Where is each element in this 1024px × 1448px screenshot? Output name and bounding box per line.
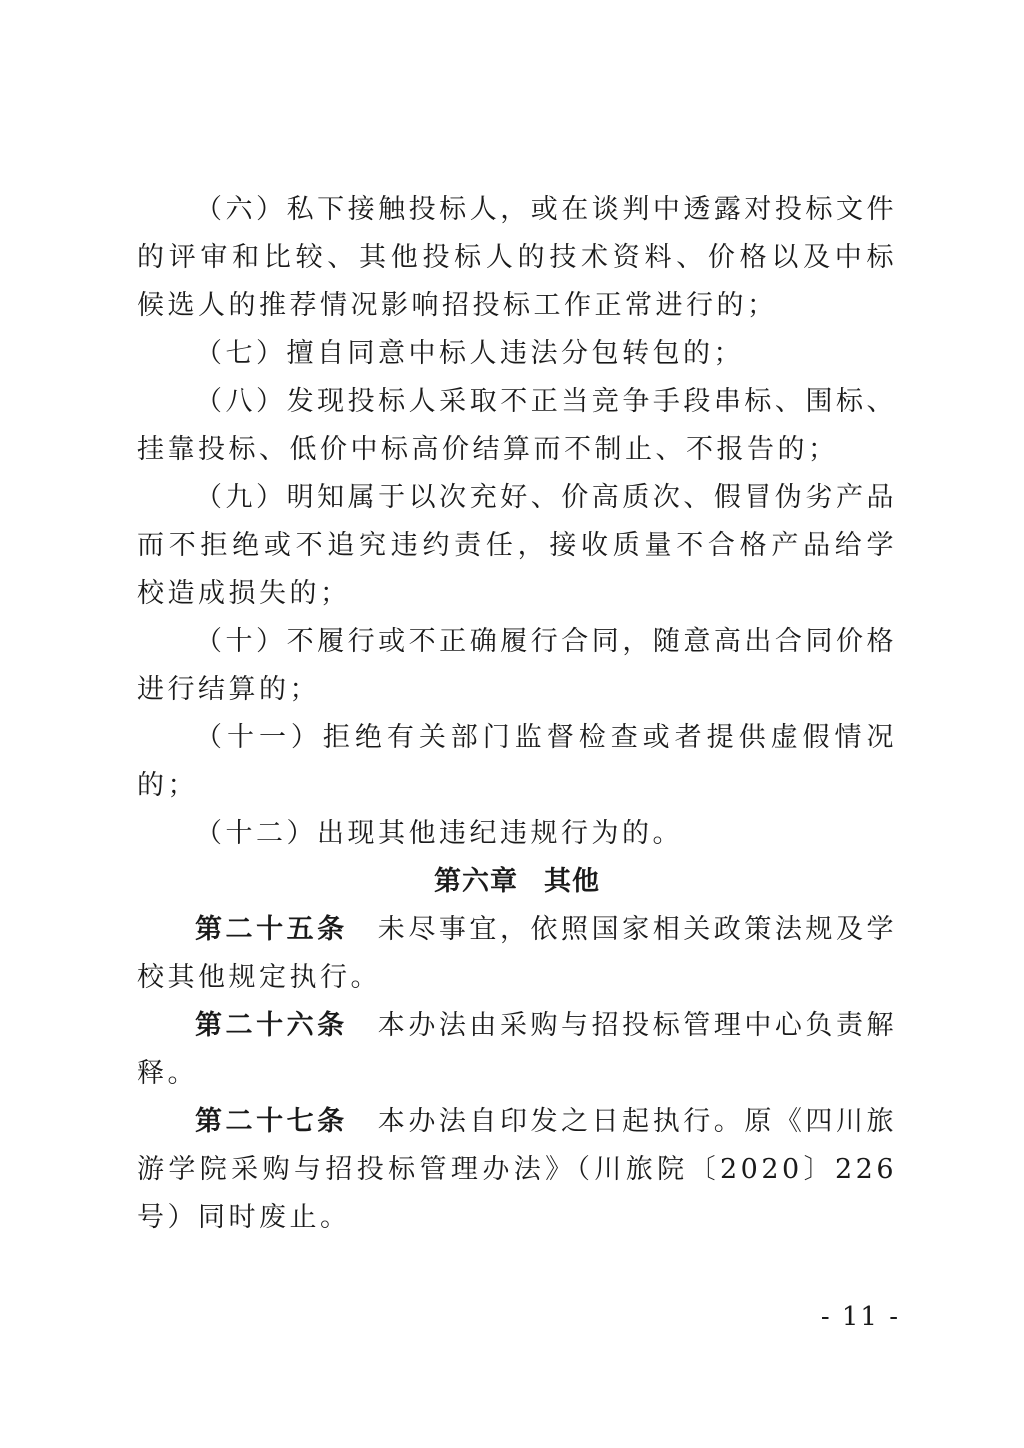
- page-number: - 11 -: [820, 1302, 900, 1332]
- article-label: 第二十六条: [195, 1010, 348, 1041]
- article-label: 第二十五条: [195, 914, 348, 945]
- chapter-heading: [137, 858, 897, 906]
- chapter-title: 其他: [544, 866, 600, 897]
- article-label: 第二十七条: [195, 1106, 348, 1137]
- article-26: [137, 1002, 897, 1098]
- item-7: （七）擅自同意中标人违法分包转包的；: [195, 338, 744, 369]
- item-9: （九）明知属于以次充好、价高质次、假冒伪劣产品而不拒绝或不追究违约责任，接收质量不合格产品给学校造成损失的；: [137, 482, 897, 609]
- item-10: （十）不履行或不正确履行合同，随意高出合同价格进行结算的；: [137, 626, 897, 705]
- item-11: （十一）拒绝有关部门监督检查或者提供虚假情况的；: [137, 722, 897, 801]
- chapter-number: 第六章: [434, 866, 518, 897]
- article-text: 本办法自印发之日起执行。原《四川旅游学院采购与招投标管理办法》（川旅院〔2020〕226号）同时废止。: [137, 1106, 898, 1233]
- article-text: 本办法由采购与招投标管理中心负责解释。: [137, 1010, 898, 1089]
- page-content: [137, 186, 897, 1242]
- item-8: （八）发现投标人采取不正当竞争手段串标、围标、挂靠投标、低价中标高价结算而不制止、不报告的；: [137, 386, 897, 465]
- article-text: 未尽事宜，依照国家相关政策法规及学校其他规定执行。: [137, 914, 898, 993]
- article-25: [137, 906, 897, 1002]
- item-12: （十二）出现其他违纪违规行为的。: [195, 818, 683, 849]
- article-27: [137, 1098, 897, 1242]
- item-6: （六）私下接触投标人，或在谈判中透露对投标文件的评审和比较、其他投标人的技术资料、价格以及中标候选人的推荐情况影响招投标工作正常进行的；: [137, 194, 897, 321]
